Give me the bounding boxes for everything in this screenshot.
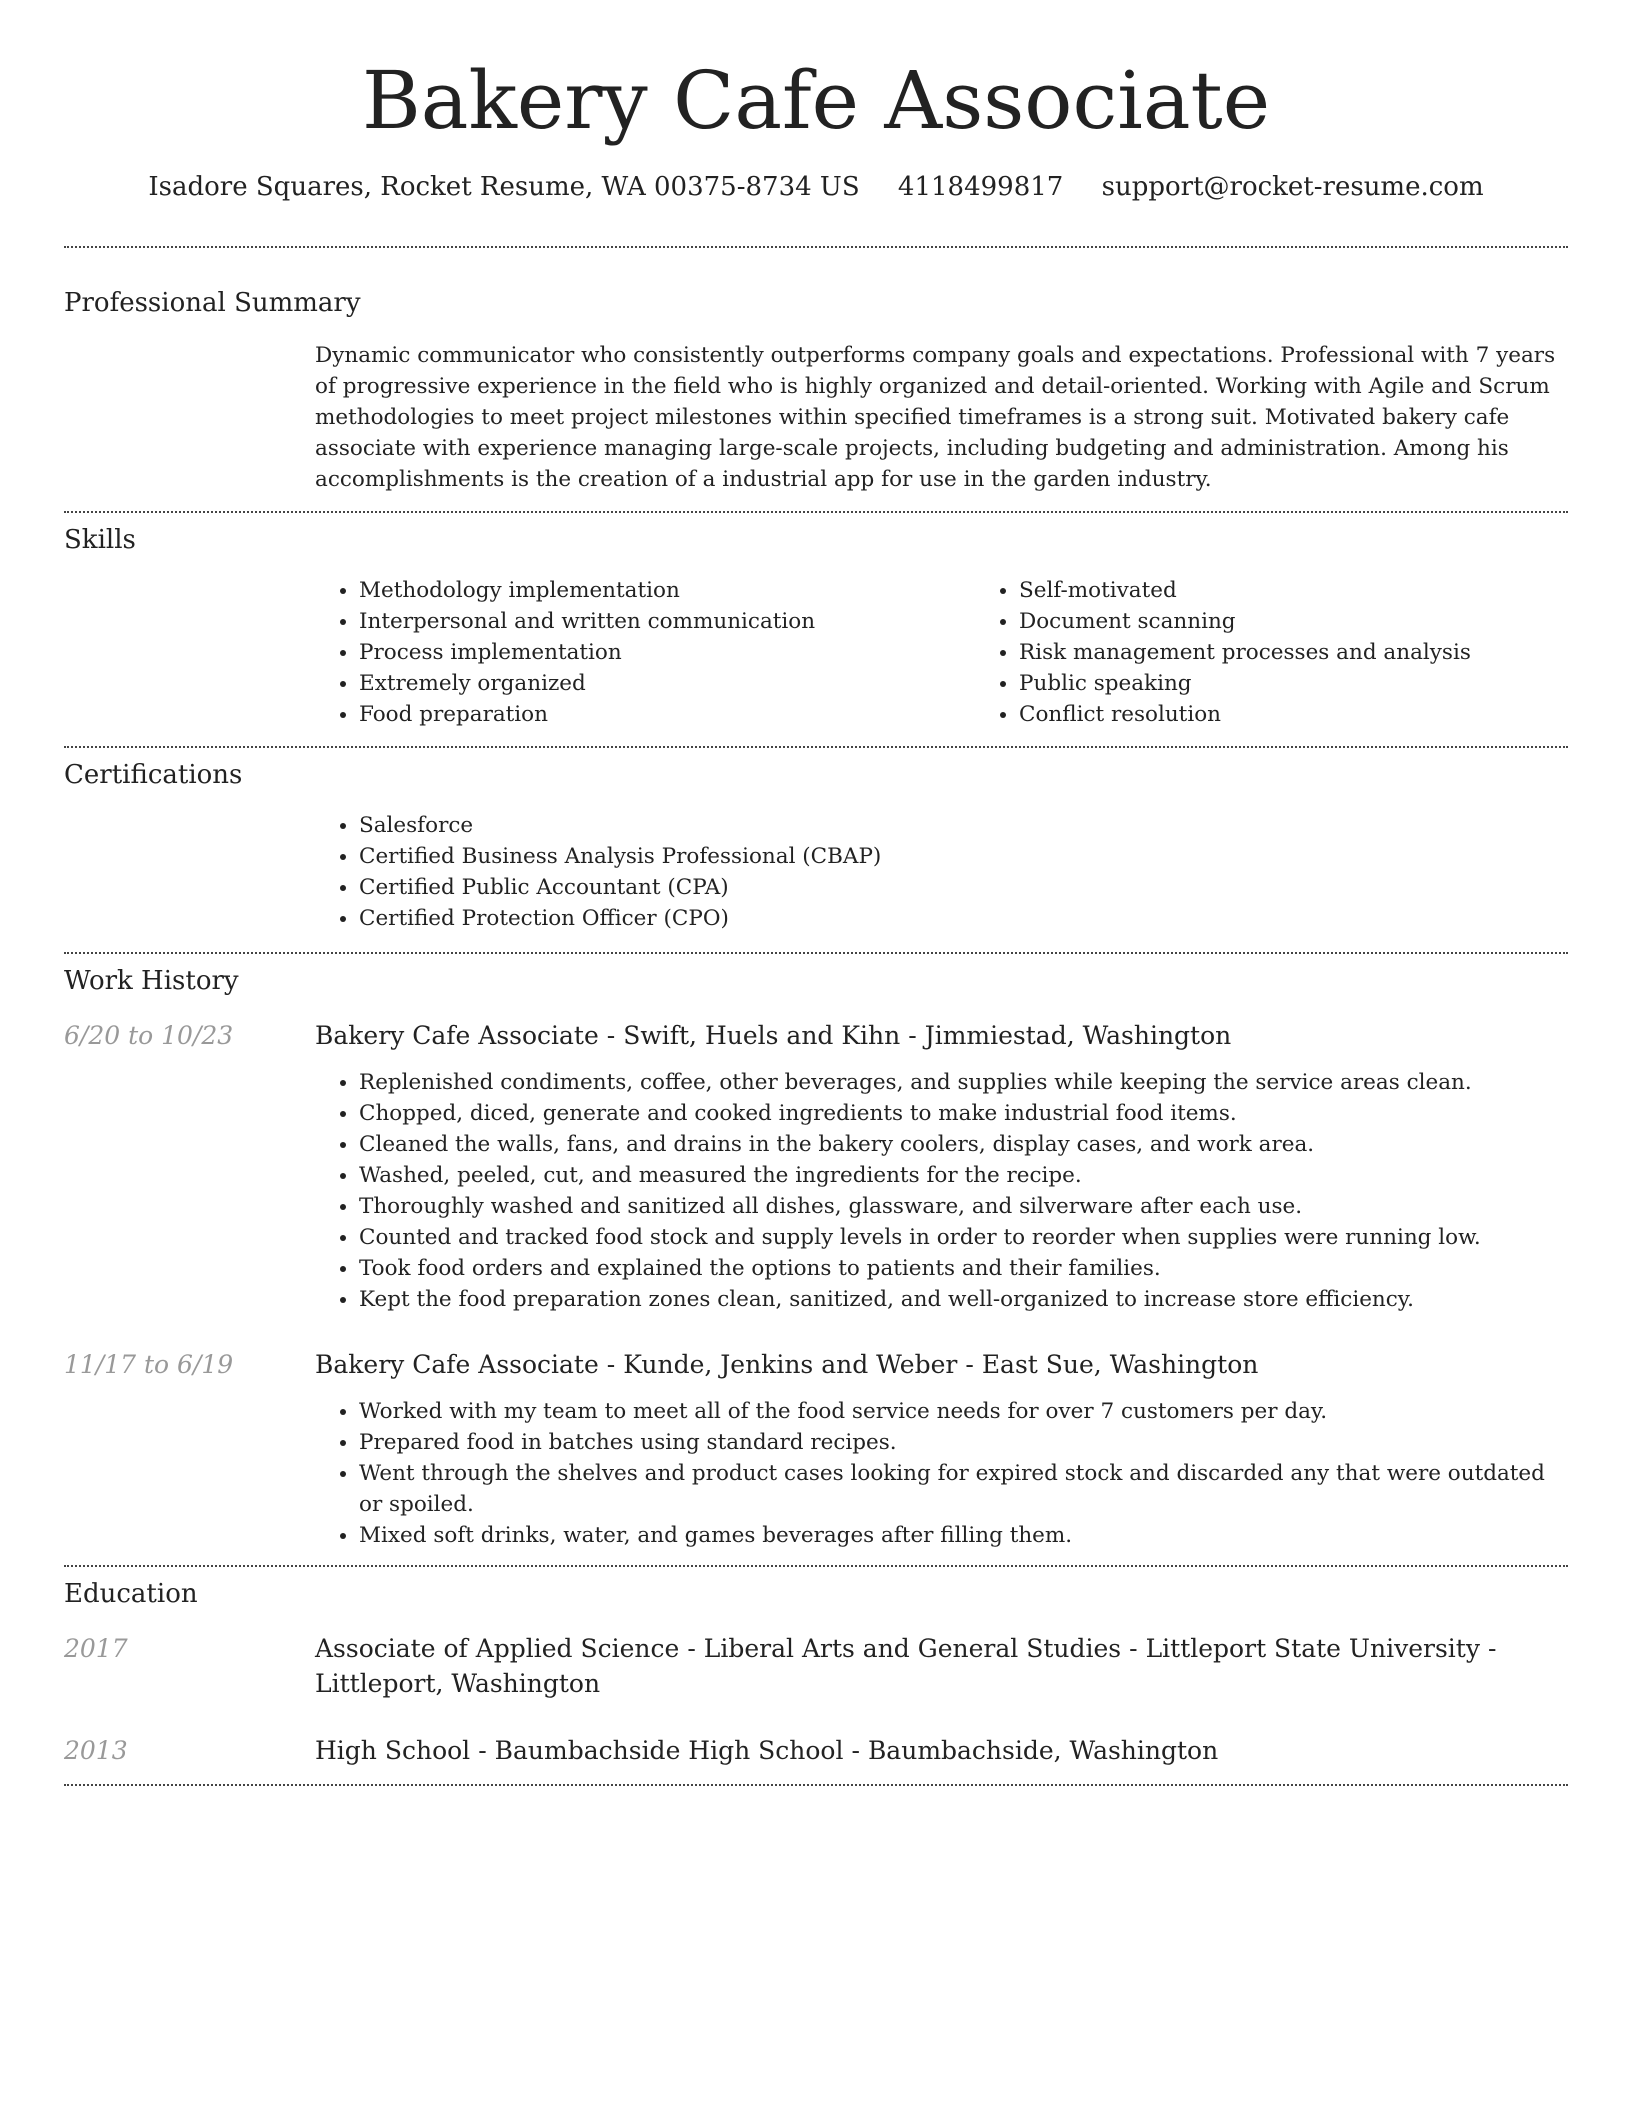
education-field: Liberal Arts and General Studies [703,1634,1122,1663]
skill-item: • Methodology implementation [359,575,975,606]
candidate-name: Bakery Cafe Associate [361,54,1271,147]
job-bullet: • Took food orders and explained the options to patients and their families. [359,1253,1568,1284]
work-history-section [64,954,1568,1565]
certification-item: • Salesforce [359,810,1568,841]
certification-item: • Certified Protection Officer (CPO) [359,903,1568,934]
section-title-education: Education [64,1579,198,1609]
skills-list-left [315,575,975,730]
job-company: Swift, Huels and Kihn [623,1021,901,1050]
job-dates: 11/17 to 6/19 [64,1350,234,1379]
certifications-section [64,748,1568,952]
education-heading: High School - Baumbachside High School - Baumbachside, Washington [315,1736,1219,1765]
skills-list-right [975,575,1471,730]
skill-item: • Self-motivated [1019,575,1471,606]
contact-phone: 4118499817 [897,172,1064,202]
job-title: Bakery Cafe Associate [315,1350,599,1379]
job-location: Jimmiestad, Washington [924,1021,1232,1050]
job-entry [64,1018,1568,1315]
certifications-list [315,810,1568,934]
section-title-certifications: Certifications [64,760,243,790]
education-year: 2013 [64,1736,128,1765]
skill-item: • Process implementation [359,637,975,668]
education-degree: Associate of Applied Science [315,1634,680,1663]
job-heading: Bakery Cafe Associate - Swift, Huels and Kihn - Jimmiestad, Washington [315,1021,1232,1050]
certification-item: • Certified Business Analysis Professional (CBAP) [359,841,1568,872]
skill-item: • Risk management processes and analysis [1019,637,1471,668]
job-company: Kunde, Jenkins and Weber [623,1350,958,1379]
job-bullet: • Replenished condiments, coffee, other beverages, and supplies while keeping the service areas clean. [359,1067,1568,1098]
skill-item: • Extremely organized [359,668,975,699]
certification-item: • Certified Public Accountant (CPA) [359,872,1568,903]
education-location: Baumbachside, Washington [867,1736,1219,1765]
job-bullet: • Washed, peeled, cut, and measured the ingredients for the recipe. [359,1160,1568,1191]
education-school: Littleport State University [1145,1634,1480,1663]
job-bullets [315,1067,1568,1315]
job-dates: 6/20 to 10/23 [64,1021,234,1050]
section-title-summary: Professional Summary [64,288,361,318]
divider [64,1784,1568,1786]
job-title: Bakery Cafe Associate [315,1021,599,1050]
education-year: 2017 [64,1634,128,1663]
skill-item: • Conflict resolution [1019,699,1471,730]
job-bullet: • Worked with my team to meet all of the food service needs for over 7 customers per day. [359,1396,1568,1427]
section-title-skills: Skills [64,525,136,555]
job-bullet: • Cleaned the walls, fans, and drains in the bakery coolers, display cases, and work area. [359,1129,1568,1160]
job-bullet: • Went through the shelves and product cases looking for expired stock and discarded any that were outdated or spoiled. [359,1458,1568,1520]
skills-section [64,513,1568,746]
summary-section [64,248,1568,511]
job-bullet: • Chopped, diced, generate and cooked ingredients to make industrial food items. [359,1098,1568,1129]
summary-text: Dynamic communicator who consistently outperforms company goals and expectations. Professional with 7 years of progressive experience in the field who is highly organized and detail-oriented. Working with Agile and Scrum methodologies to meet project milestones within specified timeframes is a strong suit. Motivated bakery cafe associate with experience managing large-scale projects, including budgeting and administration. Among his accomplishments is the creation of a industrial app for use in the garden industry. [315,343,1556,492]
skill-item: • Public speaking [1019,668,1471,699]
job-location: East Sue, Washington [981,1350,1259,1379]
skill-item: • Interpersonal and written communication [359,606,975,637]
job-entry [64,1347,1568,1551]
job-bullet: • Mixed soft drinks, water, and games beverages after filling them. [359,1520,1568,1551]
contact-email: support@rocket-resume.com [1101,172,1484,202]
job-bullet: • Counted and tracked food stock and supply levels in order to reorder when supplies were running low. [359,1222,1568,1253]
education-degree: High School [315,1736,471,1765]
section-title-work: Work History [64,966,239,996]
education-entry [64,1733,1568,1768]
job-bullets [315,1396,1568,1551]
education-school: Baumbachside High School [494,1736,844,1765]
contact-line [64,170,1568,204]
skill-item: • Document scanning [1019,606,1471,637]
job-bullet: • Thoroughly washed and sanitized all dishes, glassware, and silverware after each use. [359,1191,1568,1222]
education-location: Littleport, Washington [315,1669,601,1698]
education-section [64,1567,1568,1784]
contact-address: Isadore Squares, Rocket Resume, WA 00375-8734 US [148,172,860,202]
education-entry [64,1631,1568,1701]
job-bullet: • Prepared food in batches using standard recipes. [359,1427,1568,1458]
skill-item: • Food preparation [359,699,975,730]
job-heading: Bakery Cafe Associate - Kunde, Jenkins and Weber - East Sue, Washington [315,1350,1259,1379]
education-heading: Associate of Applied Science - Liberal Arts and General Studies - Littleport State University -Littleport, Washington [315,1634,1497,1698]
job-bullet: • Kept the food preparation zones clean, sanitized, and well-organized to increase store efficiency. [359,1284,1568,1315]
